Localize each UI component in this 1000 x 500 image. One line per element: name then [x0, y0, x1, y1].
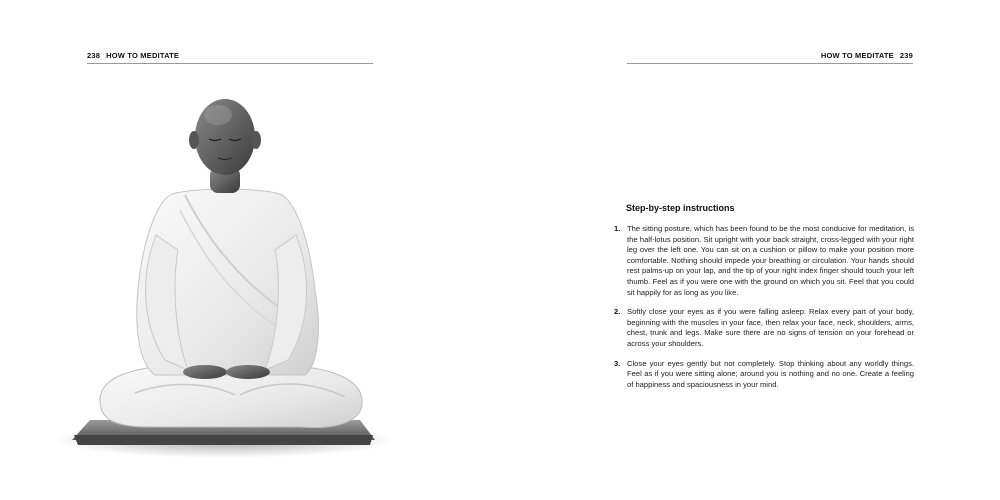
instruction-step	[610, 224, 914, 298]
running-title-left: HOW TO MEDITATE	[106, 51, 180, 60]
head-highlight	[204, 105, 232, 125]
instruction-step	[610, 307, 914, 349]
ear	[189, 131, 199, 149]
meditating-nun-photo	[60, 75, 400, 475]
step-text: The sitting posture, which has been found to be the most conducive for meditation, is the half-lotus position. Sit upright with your back straight, cross-legged with your right leg over the left one. You can sit on a cushion or pillow to make your position more comfortable. Nothing should impede your breathing or circulation. Your hands should rest palms-up on your lap, and the tip of your right index finger should touch your left thumb. Feel as if you were one with the ground on which you sit. Feel that you could sit happily for as long as you like.	[627, 224, 914, 297]
left-hand	[183, 365, 227, 379]
ear	[251, 131, 261, 149]
step-number: 1.	[614, 224, 621, 233]
mat-edge	[74, 435, 373, 445]
page-number-left: 238	[87, 51, 101, 60]
page-number-right: 239	[899, 51, 913, 60]
instruction-step	[610, 359, 914, 391]
running-head-left	[87, 51, 373, 64]
section-heading: Step-by-step instructions	[626, 203, 735, 213]
step-number: 3.	[614, 358, 621, 368]
right-hand	[226, 365, 270, 379]
photo-illustration	[60, 75, 400, 475]
running-title-right: HOW TO MEDITATE	[820, 51, 894, 60]
right-page	[500, 0, 1000, 500]
step-text: Softly close your eyes as if you were falling asleep. Relax every part of your body, beginning with the muscles in your face, then relax your face, neck, shoulders, arms, chest, trunk and legs. Make sure there are no signs of tension on your forehead or across your shoulders.	[627, 307, 914, 348]
running-head-right	[627, 51, 913, 64]
step-text: Close your eyes gently but not completely. Stop thinking about any worldly things. Feel as if you were sitting alone; around you is nothing and no one. Create a feeling of happiness and spaciousness in your mind.	[627, 358, 914, 389]
instruction-list	[610, 224, 914, 399]
step-number: 2.	[614, 307, 621, 317]
